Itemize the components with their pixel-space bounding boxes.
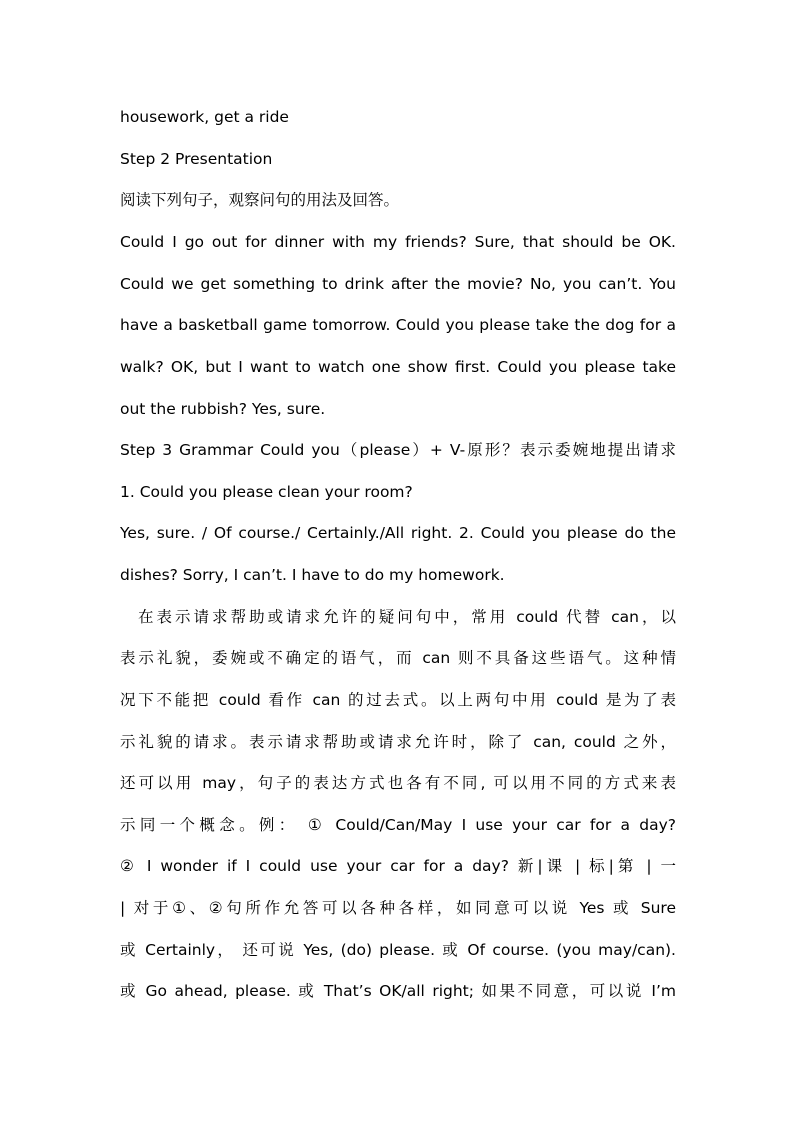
text-line-10: 1. Could you please clean your room? bbox=[120, 483, 413, 501]
paragraph-line-1: 在表示请求帮助或请求允许的疑问句中，常用 could 代替 can，以 bbox=[138, 608, 676, 626]
text-line-instruction: 阅读下列句子，观察问句的用法及回答。 bbox=[120, 191, 400, 209]
paragraph-line-7: ② I wonder if I could use your car for a day? 新|课 | 标|第 | 一 bbox=[120, 857, 676, 875]
text-line-11: Yes, sure. / Of course./ Certainly./All right. 2. Could you please do the bbox=[120, 524, 676, 542]
heading-step-2: Step 2 Presentation bbox=[120, 150, 273, 168]
text-line-1: housework, get a ride bbox=[120, 108, 289, 126]
text-line-7: walk? OK, but I want to watch one show first. Could you please take bbox=[120, 358, 676, 376]
paragraph-line-10: 或 Go ahead, please. 或 That’s OK/all right; 如果不同意，可以说 I’m bbox=[120, 982, 676, 1000]
text-line-12: dishes? Sorry, I can’t. I have to do my homework. bbox=[120, 566, 505, 584]
paragraph-line-6: 示同一个概念。例： ① Could/Can/May I use your car for a day? bbox=[120, 816, 676, 834]
paragraph-line-9: 或 Certainly， 还可说 Yes, (do) please. 或 Of course. (you may/can). bbox=[120, 941, 676, 959]
text-line-4: Could I go out for dinner with my friends? Sure, that should be OK. bbox=[120, 233, 676, 251]
paragraph-line-4: 示礼貌的请求。表示请求帮助或请求允许时，除了 can, could 之外， bbox=[120, 733, 676, 751]
paragraph-line-8: | 对于①、②句所作允答可以各种各样，如同意可以说 Yes 或 Sure bbox=[120, 899, 676, 917]
text-line-8: out the rubbish? Yes, sure. bbox=[120, 400, 326, 418]
paragraph-line-3: 况下不能把 could 看作 can 的过去式。以上两句中用 could 是为了表 bbox=[120, 691, 676, 709]
text-line-5: Could we get something to drink after the movie? No, you can’t. You bbox=[120, 275, 676, 293]
heading-step-3: Step 3 Grammar Could you（please）+ V-原形？表示委婉地提出请求 bbox=[120, 441, 676, 459]
paragraph-line-2: 表示礼貌，委婉或不确定的语气，而 can 则不具备这些语气。这种情 bbox=[120, 649, 676, 667]
paragraph-line-5: 还可以用 may，句子的表达方式也各有不同, 可以用不同的方式来表 bbox=[120, 774, 676, 792]
text-line-6: have a basketball game tomorrow. Could you please take the dog for a bbox=[120, 316, 676, 334]
